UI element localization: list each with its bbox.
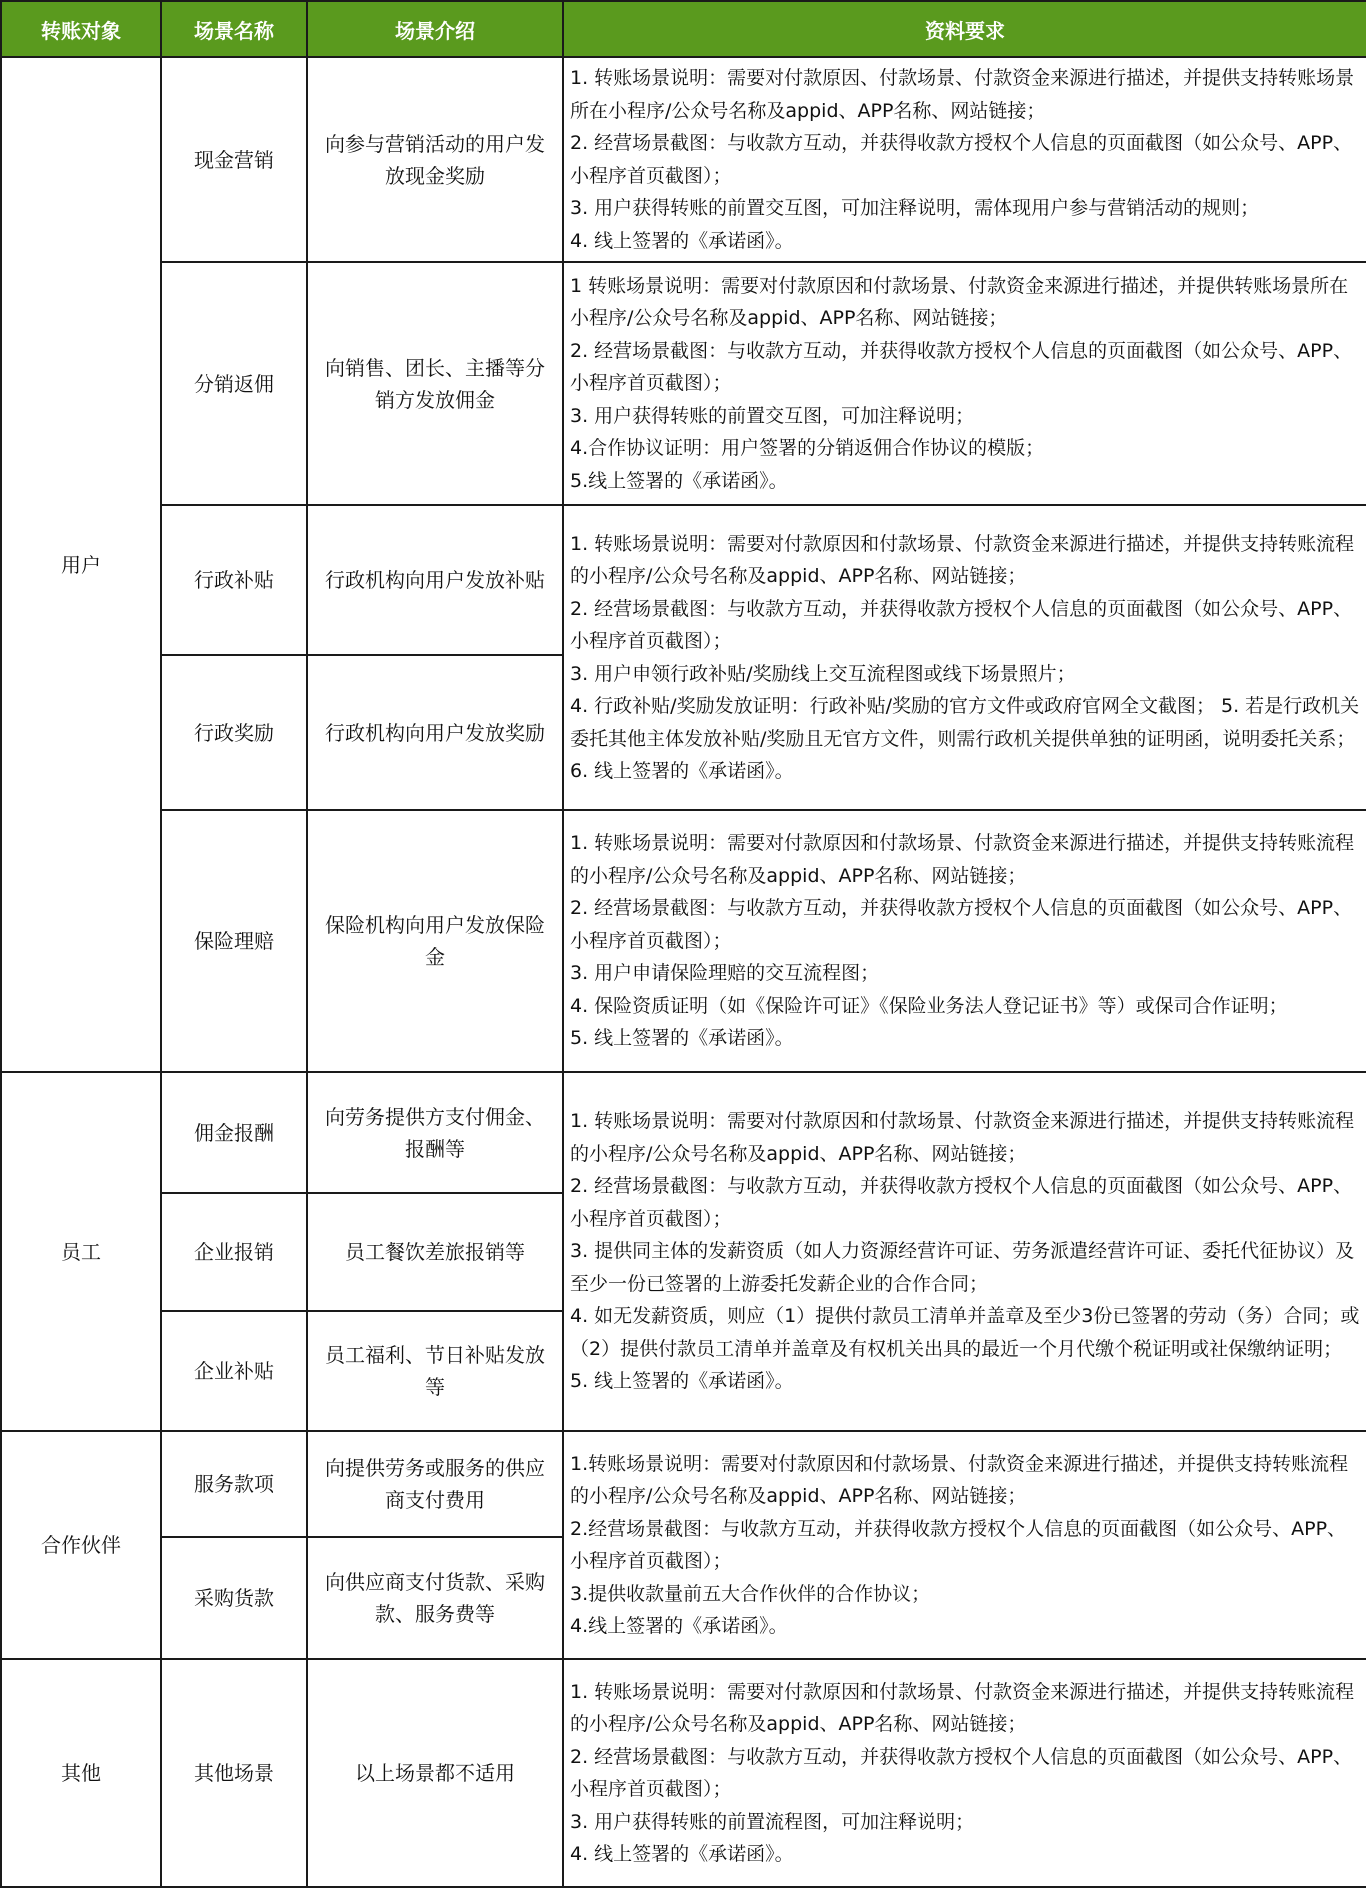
requirement-line: 4. 线上签署的《承诺函》。 — [570, 229, 794, 252]
requirement-line: 4. 行政补贴/奖励发放证明：行政补贴/奖励的官方文件或政府官网全文截图； 5. 若是行政机关委托其他主体发放补贴/奖励且无官方文件，则需行政机关提供单独的证明函，说明委托关系； — [570, 695, 1360, 750]
scene-intro-admin-reward: 行政机构向用户发放奖励 — [307, 655, 563, 810]
requirement-line: 3. 用户获得转账的前置交互图，可加注释说明； — [570, 404, 975, 427]
requirement-line: 4. 如无发薪资质，则应（1）提供付款员工清单并盖章及至少3份已签署的劳动（务）合同；或（2）提供付款员工清单并盖章及有权机关出具的最近一个月代缴个税证明或社保缴纳证明； — [570, 1305, 1360, 1360]
requirement-line: 1.转账场景说明：需要对付款原因和付款场景、付款资金来源进行描述，并提供支持转账流程的小程序/公众号名称及appid、APP名称、网站链接； — [570, 1452, 1349, 1507]
requirements-admin — [563, 505, 1366, 810]
requirement-line: 5. 线上签署的《承诺函》。 — [570, 1370, 794, 1393]
target-partner: 合作伙伴 — [1, 1431, 161, 1659]
table-row — [1, 1072, 1366, 1193]
scene-intro-distribution-rebate: 向销售、团长、主播等分销方发放佣金 — [307, 262, 563, 505]
requirement-line: 3. 提供同主体的发薪资质（如人力资源经营许可证、劳务派遣经营许可证、委托代征协议）及至少一份已签署的上游委托发薪企业的合作合同； — [570, 1240, 1355, 1295]
target-user: 用户 — [1, 57, 161, 1072]
scene-name-service-payment: 服务款项 — [161, 1431, 307, 1537]
scene-name-admin-subsidy: 行政补贴 — [161, 505, 307, 655]
scene-name-insurance-claim: 保险理赔 — [161, 810, 307, 1072]
requirement-line: 2.经营场景截图：与收款方互动，并获得收款方授权个人信息的页面截图（如公众号、APP、小程序首页截图）； — [570, 1517, 1347, 1572]
requirement-line: 4. 保险资质证明（如《保险许可证》《保险业务法人登记证书》等）或保司合作证明； — [570, 994, 1288, 1017]
requirement-line: 2. 经营场景截图：与收款方互动，并获得收款方授权个人信息的页面截图（如公众号、APP、小程序首页截图）； — [570, 339, 1353, 395]
table-row — [1, 262, 1366, 505]
requirement-line: 3. 用户申领行政补贴/奖励线上交互流程图或线下场景照片； — [570, 662, 1076, 685]
requirement-line: 3.提供收款量前五大合作伙伴的合作协议； — [570, 1582, 931, 1605]
scene-intro-insurance-claim: 保险机构向用户发放保险金 — [307, 810, 563, 1072]
requirement-line: 5. 线上签署的《承诺函》。 — [570, 1027, 794, 1050]
header-scene-intro: 场景介绍 — [307, 1, 563, 57]
requirement-line: 3. 用户获得转账的前置流程图，可加注释说明； — [570, 1810, 975, 1833]
requirements-distribution-rebate — [563, 262, 1366, 505]
requirement-line: 6. 线上签署的《承诺函》。 — [570, 760, 794, 782]
scene-intro-cash-marketing: 向参与营销活动的用户发放现金奖励 — [307, 57, 563, 262]
requirement-line: 1. 转账场景说明：需要对付款原因和付款场景、付款资金来源进行描述，并提供支持转账流程的小程序/公众号名称及appid、APP名称、网站链接； — [570, 832, 1355, 887]
scene-name-reimbursement: 企业报销 — [161, 1193, 307, 1311]
scene-name-procurement: 采购货款 — [161, 1537, 307, 1659]
scene-intro-reimbursement: 员工餐饮差旅报销等 — [307, 1193, 563, 1311]
requirement-line: 2. 经营场景截图：与收款方互动，并获得收款方授权个人信息的页面截图（如公众号、APP、小程序首页截图）； — [570, 597, 1353, 652]
table-row — [1, 505, 1366, 655]
requirement-line: 2. 经营场景截图：与收款方互动，并获得收款方授权个人信息的页面截图（如公众号、APP、小程序首页截图）； — [570, 1175, 1353, 1230]
requirement-line: 1. 转账场景说明：需要对付款原因和付款场景、付款资金来源进行描述，并提供支持转账流程的小程序/公众号名称及appid、APP名称、网站链接； — [570, 1680, 1355, 1735]
requirement-line: 5.线上签署的《承诺函》。 — [570, 469, 788, 492]
scene-name-commission: 佣金报酬 — [161, 1072, 307, 1193]
table-row — [1, 1431, 1366, 1537]
requirement-line: 1 转账场景说明：需要对付款原因和付款场景、付款资金来源进行描述，并提供转账场景所在小程序/公众号名称及appid、APP名称、网站链接； — [570, 274, 1349, 330]
scene-name-distribution-rebate: 分销返佣 — [161, 262, 307, 505]
requirements-insurance-claim — [563, 810, 1366, 1072]
target-employee: 员工 — [1, 1072, 161, 1431]
requirement-line: 4. 线上签署的《承诺函》。 — [570, 1843, 794, 1865]
scene-name-enterprise-subsidy: 企业补贴 — [161, 1311, 307, 1431]
scene-intro-procurement: 向供应商支付货款、采购款、服务费等 — [307, 1537, 563, 1659]
requirement-line: 1. 转账场景说明：需要对付款原因和付款场景、付款资金来源进行描述，并提供支持转账流程的小程序/公众号名称及appid、APP名称、网站链接； — [570, 532, 1355, 587]
scene-intro-commission: 向劳务提供方支付佣金、报酬等 — [307, 1072, 563, 1193]
header-requirements: 资料要求 — [563, 1, 1366, 57]
requirement-line: 1. 转账场景说明：需要对付款原因和付款场景、付款资金来源进行描述，并提供支持转账流程的小程序/公众号名称及appid、APP名称、网站链接； — [570, 1110, 1355, 1165]
header-scene-name: 场景名称 — [161, 1, 307, 57]
requirement-line: 2. 经营场景截图：与收款方互动，并获得收款方授权个人信息的页面截图（如公众号、APP、小程序首页截图）； — [570, 132, 1353, 187]
scene-intro-admin-subsidy: 行政机构向用户发放补贴 — [307, 505, 563, 655]
requirements-cash-marketing — [563, 57, 1366, 262]
requirement-line: 3. 用户申请保险理赔的交互流程图； — [570, 962, 880, 985]
scene-name-cash-marketing: 现金营销 — [161, 57, 307, 262]
scene-intro-other: 以上场景都不适用 — [307, 1659, 563, 1887]
scene-name-admin-reward: 行政奖励 — [161, 655, 307, 810]
table-row — [1, 810, 1366, 1072]
table-row — [1, 1659, 1366, 1887]
scene-intro-enterprise-subsidy: 员工福利、节日补贴发放等 — [307, 1311, 563, 1431]
requirements-partner — [563, 1431, 1366, 1659]
requirement-line: 4.线上签署的《承诺函》。 — [570, 1615, 788, 1637]
requirement-line: 3. 用户获得转账的前置交互图，可加注释说明，需体现用户参与营销活动的规则； — [570, 197, 1260, 219]
scene-intro-service-payment: 向提供劳务或服务的供应商支付费用 — [307, 1431, 563, 1537]
requirement-line: 2. 经营场景截图：与收款方互动，并获得收款方授权个人信息的页面截图（如公众号、APP、小程序首页截图）； — [570, 897, 1353, 952]
table-header-row — [1, 1, 1366, 57]
header-target: 转账对象 — [1, 1, 161, 57]
requirement-line: 1. 转账场景说明：需要对付款原因、付款场景、付款资金来源进行描述，并提供支持转账场景所在小程序/公众号名称及appid、APP名称、网站链接； — [570, 67, 1355, 122]
requirement-line: 2. 经营场景截图：与收款方互动，并获得收款方授权个人信息的页面截图（如公众号、APP、小程序首页截图）； — [570, 1745, 1353, 1800]
requirements-other — [563, 1659, 1366, 1887]
target-other: 其他 — [1, 1659, 161, 1887]
table-row — [1, 57, 1366, 262]
requirements-employee — [563, 1072, 1366, 1431]
requirement-line: 4.合作协议证明：用户签署的分销返佣合作协议的模版； — [570, 437, 1045, 460]
scene-name-other: 其他场景 — [161, 1659, 307, 1887]
